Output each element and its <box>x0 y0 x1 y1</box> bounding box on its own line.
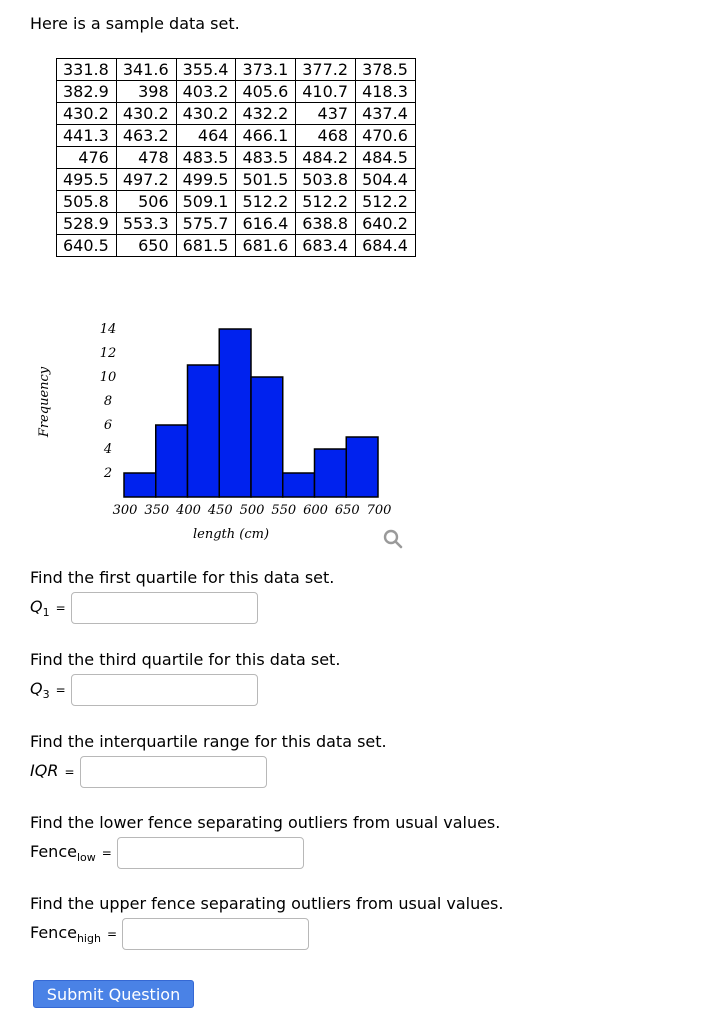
iqr-label: IQR <box>30 760 59 780</box>
fence-high-label: Fence$_{high}$ <box>30 922 101 946</box>
table-cell: 503.8 <box>296 169 356 191</box>
table-cell: 405.6 <box>236 81 296 103</box>
table-cell: 430.2 <box>57 103 117 125</box>
table-cell: 470.6 <box>356 125 416 147</box>
equals-sign: = <box>101 846 112 860</box>
table-cell: 410.7 <box>296 81 356 103</box>
table-cell: 418.3 <box>356 81 416 103</box>
fence-high-input[interactable] <box>122 918 309 950</box>
table-cell: 495.5 <box>57 169 117 191</box>
x-tick-label: 650 <box>334 503 360 518</box>
data-table <box>56 58 416 257</box>
y-tick-label: 6 <box>103 418 113 433</box>
histogram-bar <box>124 473 156 497</box>
table-cell: 403.2 <box>176 81 236 103</box>
table-row <box>57 191 416 213</box>
y-tick-label: 2 <box>103 466 113 481</box>
table-row <box>57 59 416 81</box>
x-axis-label: length (cm) <box>192 527 270 542</box>
table-cell: 468 <box>296 125 356 147</box>
histogram-bar <box>188 365 220 497</box>
histogram-bar <box>346 437 378 497</box>
histogram-bar <box>219 329 251 497</box>
question-fence-high <box>30 894 503 950</box>
histogram-bar <box>315 449 347 497</box>
table-cell: 681.6 <box>236 235 296 257</box>
table-cell: 382.9 <box>57 81 117 103</box>
table-cell: 478 <box>116 147 176 169</box>
table-cell: 501.5 <box>236 169 296 191</box>
x-tick-label: 700 <box>366 503 392 518</box>
question-text: Find the lower fence separating outliers from usual values. <box>30 813 501 832</box>
equals-sign: = <box>55 601 66 615</box>
table-cell: 476 <box>57 147 117 169</box>
table-cell: 398 <box>116 81 176 103</box>
table-row <box>57 81 416 103</box>
histogram-chart <box>0 290 440 550</box>
table-cell: 681.5 <box>176 235 236 257</box>
table-cell: 437.4 <box>356 103 416 125</box>
table-cell: 638.8 <box>296 213 356 235</box>
x-tick-label: 300 <box>112 503 138 518</box>
table-cell: 430.2 <box>116 103 176 125</box>
table-cell: 484.5 <box>356 147 416 169</box>
x-tick-label: 600 <box>303 503 328 518</box>
table-row <box>57 169 416 191</box>
q1-label: $Q_1$ <box>30 596 50 620</box>
table-cell: 512.2 <box>296 191 356 213</box>
iqr-input[interactable] <box>80 756 267 788</box>
table-cell: 483.5 <box>176 147 236 169</box>
question-q1 <box>30 568 334 624</box>
x-tick-label: 350 <box>144 503 170 518</box>
equals-sign: = <box>64 765 75 779</box>
table-cell: 640.5 <box>57 235 117 257</box>
y-tick-label: 10 <box>99 370 117 385</box>
magnify-icon[interactable] <box>382 528 404 550</box>
table-cell: 441.3 <box>57 125 117 147</box>
question-iqr <box>30 732 387 788</box>
question-fence-low <box>30 813 500 869</box>
table-cell: 640.2 <box>356 213 416 235</box>
y-tick-label: 12 <box>99 346 117 361</box>
q3-input[interactable] <box>71 674 258 706</box>
q1-input[interactable] <box>71 592 258 624</box>
table-cell: 355.4 <box>176 59 236 81</box>
y-tick-label: 4 <box>103 442 113 457</box>
question-q3 <box>30 650 340 706</box>
fence-low-input[interactable] <box>117 837 304 869</box>
question-text: Find the interquartile range for this data set. <box>30 732 387 751</box>
table-cell: 684.4 <box>356 235 416 257</box>
table-cell: 683.4 <box>296 235 356 257</box>
question-text: Find the first quartile for this data set. <box>30 568 335 587</box>
table-cell: 553.3 <box>116 213 176 235</box>
table-cell: 432.2 <box>236 103 296 125</box>
x-tick-label: 500 <box>239 503 265 518</box>
table-cell: 650 <box>116 235 176 257</box>
table-cell: 616.4 <box>236 213 296 235</box>
question-text: Find the upper fence separating outliers from usual values. <box>30 894 504 913</box>
table-cell: 497.2 <box>116 169 176 191</box>
table-cell: 430.2 <box>176 103 236 125</box>
question-text: Find the third quartile for this data set. <box>30 650 341 669</box>
fence-low-label: Fence$_{low}$ <box>30 841 96 865</box>
equals-sign: = <box>55 683 66 697</box>
table-cell: 377.2 <box>296 59 356 81</box>
table-cell: 373.1 <box>236 59 296 81</box>
equals-sign: = <box>106 927 117 941</box>
table-cell: 506 <box>116 191 176 213</box>
table-cell: 512.2 <box>236 191 296 213</box>
y-axis-label: Frequency <box>37 366 52 438</box>
submit-question-button[interactable]: Submit Question <box>33 980 194 1008</box>
table-cell: 331.8 <box>57 59 117 81</box>
table-row <box>57 103 416 125</box>
x-tick-label: 450 <box>207 503 233 518</box>
intro-text: Here is a sample data set. <box>30 14 240 33</box>
y-tick-label: 8 <box>103 394 113 409</box>
q3-label: $Q_3$ <box>30 678 50 702</box>
table-row <box>57 213 416 235</box>
table-cell: 378.5 <box>356 59 416 81</box>
table-cell: 575.7 <box>176 213 236 235</box>
table-cell: 463.2 <box>116 125 176 147</box>
table-cell: 464 <box>176 125 236 147</box>
histogram-bar <box>283 473 315 497</box>
table-row <box>57 125 416 147</box>
x-tick-label: 400 <box>176 503 201 518</box>
histogram-bar <box>251 377 283 497</box>
table-cell: 504.4 <box>356 169 416 191</box>
table-cell: 483.5 <box>236 147 296 169</box>
table-cell: 341.6 <box>116 59 176 81</box>
table-cell: 512.2 <box>356 191 416 213</box>
table-cell: 437 <box>296 103 356 125</box>
table-cell: 505.8 <box>57 191 117 213</box>
x-tick-label: 550 <box>271 503 297 518</box>
table-cell: 484.2 <box>296 147 356 169</box>
table-cell: 509.1 <box>176 191 236 213</box>
table-row <box>57 235 416 257</box>
table-cell: 466.1 <box>236 125 296 147</box>
table-cell: 528.9 <box>57 213 117 235</box>
histogram-bar <box>156 425 188 497</box>
y-tick-label: 14 <box>99 322 117 337</box>
table-cell: 499.5 <box>176 169 236 191</box>
table-row <box>57 147 416 169</box>
